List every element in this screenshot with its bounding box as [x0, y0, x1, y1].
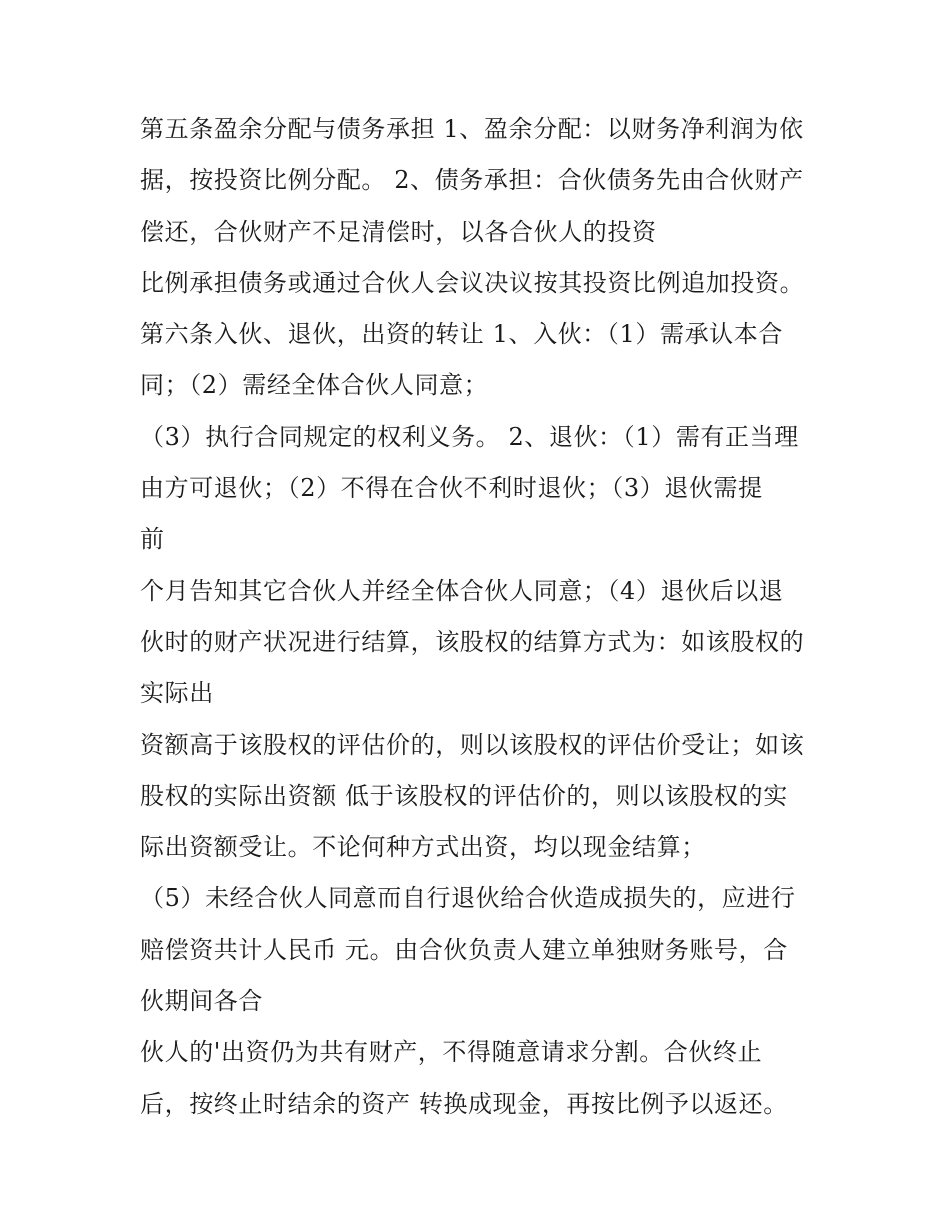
text-line: （3）执行合同规定的权利义务。 2、退伙：（1）需有正当理	[140, 422, 799, 451]
text-line: 据，按投资比例分配。 2、债务承担：合伙债务先由合伙财产	[140, 166, 804, 195]
text-line: 伙时的财产状况进行结算，该股权的结算方式为：如该股权的	[140, 627, 805, 656]
text-line: 股权的实际出资额 低于该股权的评估价的，则以该股权的实	[140, 781, 788, 810]
text-line: 实际出	[140, 679, 214, 708]
text-line: 伙期间各合	[140, 987, 263, 1016]
text-line: 比例承担债务或通过合伙人会议决议按其投资比例追加投资。	[140, 268, 805, 297]
text-line: 际出资额受让。不论何种方式出资，均以现金结算；	[140, 833, 706, 862]
text-line: （5）未经合伙人同意而自行退伙给合伙造成损失的，应进行	[140, 884, 796, 913]
text-line: 前	[140, 525, 165, 554]
text-line: 同；（2）需经全体合伙人同意；	[140, 371, 489, 400]
text-line: 由方可退伙；（2）不得在合伙不利时退伙；（3）退伙需提	[140, 474, 763, 503]
text-line: 赔偿资共计人民币 元。由合伙负责人建立单独财务账号，合	[140, 935, 788, 964]
text-line: 伙人的'出资仍为共有财产，不得随意请求分割。合伙终止	[140, 1038, 763, 1067]
text-line: 个月告知其它合伙人并经全体合伙人同意；（4）退伙后以退	[140, 576, 784, 605]
text-line: 第五条盈余分配与债务承担 1、盈余分配：以财务净利润为依	[140, 115, 804, 143]
text-line: 后，按终止时结余的资产 转换成现金，再按比例予以返还。	[140, 1089, 788, 1118]
text-line: 第六条入伙、退伙，出资的转让 1、入伙：（1）需承认本合	[140, 320, 783, 349]
text-line: 资额高于该股权的评估价的，则以该股权的评估价受让；如该	[140, 730, 805, 759]
document-body	[140, 104, 830, 1130]
text-line: 偿还，合伙财产不足清偿时，以各合伙人的投资	[140, 217, 657, 246]
